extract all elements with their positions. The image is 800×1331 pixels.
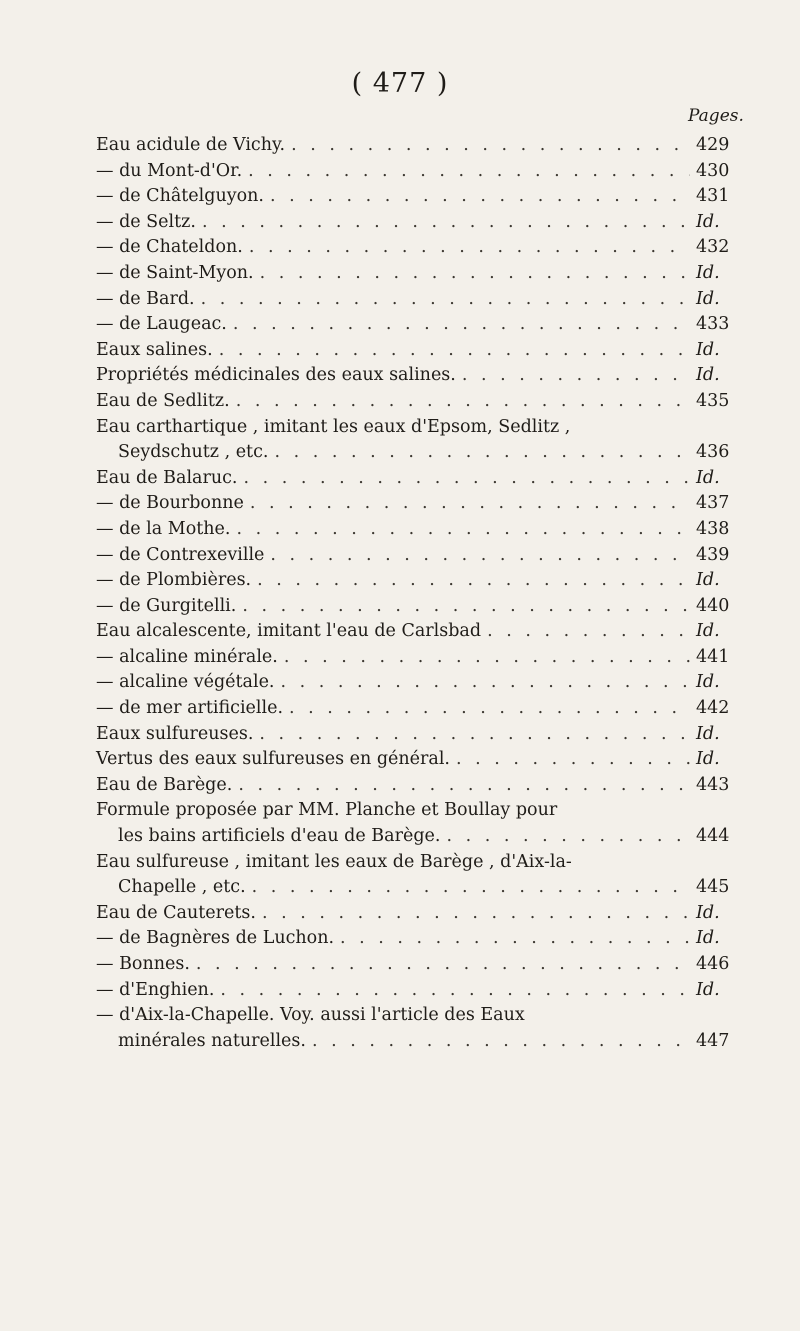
- toc-entry-page: 436: [696, 442, 730, 463]
- toc-entry-title: — Bonnes.: [96, 954, 190, 974]
- toc-entry: [96, 210, 736, 236]
- leader-dots: [236, 389, 690, 415]
- toc-entry-page: Id.: [696, 979, 720, 1000]
- toc-entry: [96, 363, 736, 389]
- toc-entry: [96, 645, 736, 671]
- toc-entry-title: Eau de Barège.: [96, 774, 233, 795]
- toc-entry-title: — d'Aix-la-Chapelle. Voy. aussi l'article des Eaux: [96, 1005, 525, 1026]
- page-number: ( 477 ): [351, 68, 449, 99]
- toc-entry-page: Id.: [696, 672, 720, 693]
- toc-entry: [96, 1029, 736, 1055]
- toc-entry: [96, 543, 736, 569]
- toc-entry-title: — de Bourbonne: [96, 493, 244, 514]
- leader-dots: [220, 978, 690, 1004]
- leader-dots: [249, 235, 690, 261]
- toc-entry-title: — de Contrexeville: [96, 544, 265, 565]
- toc-entry-page: 442: [696, 698, 730, 719]
- toc-entry-title: Formule proposée par MM. Planche et Boullay pour: [96, 800, 558, 821]
- toc-entry: [96, 491, 736, 517]
- leader-dots: [289, 696, 690, 722]
- toc-entry-title: Eau de Balaruc.: [96, 467, 238, 488]
- toc-entry-title: — alcaline végétale.: [96, 672, 275, 693]
- toc-entry: [96, 824, 736, 850]
- leader-dots: [248, 159, 690, 185]
- toc-entry-title: — de Châtelguyon.: [96, 186, 264, 207]
- toc-entry: [96, 389, 736, 415]
- toc-entry-title: Vertus des eaux sulfureuses en général.: [96, 749, 450, 770]
- toc-entry-title: — de Chateldon.: [96, 237, 243, 258]
- toc-entry-page: 441: [696, 646, 730, 667]
- leader-dots: [274, 440, 690, 466]
- toc-entry-title: — de Laugeac.: [96, 314, 227, 335]
- leader-dots: [270, 184, 690, 210]
- toc-entry-page: 437: [696, 493, 730, 514]
- toc-entry: [96, 235, 736, 261]
- toc-entry-page: Id.: [696, 902, 720, 923]
- toc-entry: [96, 978, 736, 1004]
- toc-entry-page: 432: [696, 237, 730, 258]
- toc-entry: [96, 696, 736, 722]
- toc-entry-title: Eaux salines.: [96, 339, 213, 360]
- leader-dots: [260, 261, 690, 287]
- toc-entry-title: — de Seltz.: [96, 211, 196, 232]
- toc-entry-title: — de Plombières.: [96, 570, 252, 591]
- toc-entry-page: Id.: [696, 339, 720, 360]
- leader-dots: [291, 133, 690, 159]
- leader-dots: [257, 568, 690, 594]
- toc-entry-page: Id.: [696, 928, 720, 949]
- toc-entry-page: 439: [696, 544, 730, 565]
- toc-entry-page: Id.: [696, 570, 720, 591]
- toc-entry-page: 445: [696, 877, 730, 898]
- leader-dots: [219, 338, 690, 364]
- toc-entry-title: Eaux sulfureuses.: [96, 723, 254, 744]
- toc-entry-page: Id.: [696, 749, 720, 770]
- toc-entry-title: Eau de Cauterets.: [96, 902, 256, 923]
- toc-entry: [96, 773, 736, 799]
- toc-entry-page: Id.: [696, 365, 720, 386]
- leader-dots: [270, 543, 690, 569]
- toc-entry-page: 440: [696, 595, 730, 616]
- toc-entry: [96, 1003, 736, 1029]
- toc-entry-page: 447: [696, 1030, 730, 1051]
- toc-entry-title: Eau sulfureuse , imitant les eaux de Barège , d'Aix-la-: [96, 851, 572, 872]
- toc-entry: [96, 466, 736, 492]
- toc-entry: [96, 722, 736, 748]
- toc-entry-page: 435: [696, 390, 730, 411]
- toc-entry-page: 433: [696, 314, 730, 335]
- toc-entry-page: 438: [696, 518, 730, 539]
- toc-entry-title: — de la Mothe.: [96, 518, 231, 539]
- leader-dots: [244, 466, 691, 492]
- leader-dots: [487, 619, 690, 645]
- toc-entry: [96, 850, 736, 876]
- toc-entry-page: 431: [696, 186, 730, 207]
- toc-entry-title: — du Mont-d'Or.: [96, 160, 243, 181]
- toc-entry-title: Seydschutz , etc.: [118, 442, 269, 463]
- toc-entry: [96, 798, 736, 824]
- toc-entry-page: Id.: [696, 723, 720, 744]
- toc-entry: [96, 184, 736, 210]
- leader-dots: [236, 517, 690, 543]
- toc-entry-page: 429: [696, 135, 730, 155]
- toc-entry-title: — de mer artificielle.: [96, 698, 284, 719]
- leader-dots: [259, 722, 690, 748]
- toc-entry-page: Id.: [696, 621, 720, 642]
- leader-dots: [252, 875, 690, 901]
- toc-entry-title: — de Bagnères de Luchon.: [96, 928, 335, 949]
- leader-dots: [201, 287, 690, 313]
- leader-dots: [250, 491, 690, 517]
- leader-dots: [233, 312, 690, 338]
- toc-entry: [96, 415, 736, 441]
- toc-entry: [96, 287, 736, 313]
- toc-entry: [96, 440, 736, 466]
- toc-entry-title: Eau alcalescente, imitant l'eau de Carlsbad: [96, 621, 482, 642]
- toc-entry: [96, 747, 736, 773]
- toc-entry-title: — de Gurgitelli.: [96, 595, 237, 616]
- toc-entry-page: 444: [696, 826, 730, 847]
- toc-entry-page: Id.: [696, 467, 720, 488]
- leader-dots: [196, 952, 690, 978]
- toc-entry-title: Chapelle , etc.: [118, 877, 246, 898]
- leader-dots: [242, 594, 690, 620]
- toc-entry-page: Id.: [696, 211, 720, 232]
- leader-dots: [456, 747, 690, 773]
- toc-entry: [96, 133, 736, 159]
- toc-entry: [96, 619, 736, 645]
- leader-dots: [284, 645, 690, 671]
- toc-entry: [96, 312, 736, 338]
- toc-entry: [96, 926, 736, 952]
- toc-entry-page: 443: [696, 774, 730, 795]
- toc-entry: [96, 901, 736, 927]
- toc-entry-page: Id.: [696, 262, 720, 283]
- toc-entry-page: Id.: [696, 288, 720, 309]
- leader-dots: [202, 210, 690, 236]
- leader-dots: [312, 1029, 690, 1055]
- toc-entry: [96, 338, 736, 364]
- toc-entry-title: — d'Enghien.: [96, 979, 215, 1000]
- table-of-contents: [96, 133, 736, 1054]
- toc-entry-title: Eau acidule de Vichy.: [96, 135, 286, 155]
- leader-dots: [262, 901, 690, 927]
- toc-entry-title: minérales naturelles.: [118, 1030, 306, 1051]
- toc-entry: [96, 159, 736, 185]
- leader-dots: [446, 824, 690, 850]
- leader-dots: [238, 773, 690, 799]
- toc-entry-title: — alcaline minérale.: [96, 646, 278, 667]
- toc-entry-title: — de Saint-Myon.: [96, 262, 254, 283]
- toc-entry: [96, 952, 736, 978]
- toc-entry: [96, 568, 736, 594]
- toc-entry-title: les bains artificiels d'eau de Barège.: [118, 826, 441, 847]
- toc-entry-title: Eau carthartique , imitant les eaux d'Epsom, Sedlitz ,: [96, 416, 571, 437]
- toc-entry-title: — de Bard.: [96, 288, 195, 309]
- leader-dots: [340, 926, 690, 952]
- toc-entry: [96, 517, 736, 543]
- toc-entry: [96, 670, 736, 696]
- toc-entry-page: 430: [696, 160, 730, 181]
- pages-column-label: Pages.: [688, 106, 744, 126]
- leader-dots: [462, 363, 690, 389]
- toc-entry: [96, 594, 736, 620]
- toc-entry-title: Eau de Sedlitz.: [96, 390, 230, 411]
- toc-entry-page: 446: [696, 954, 730, 974]
- leader-dots: [281, 670, 691, 696]
- toc-entry: [96, 875, 736, 901]
- toc-entry: [96, 261, 736, 287]
- toc-entry-title: Propriétés médicinales des eaux salines.: [96, 365, 456, 386]
